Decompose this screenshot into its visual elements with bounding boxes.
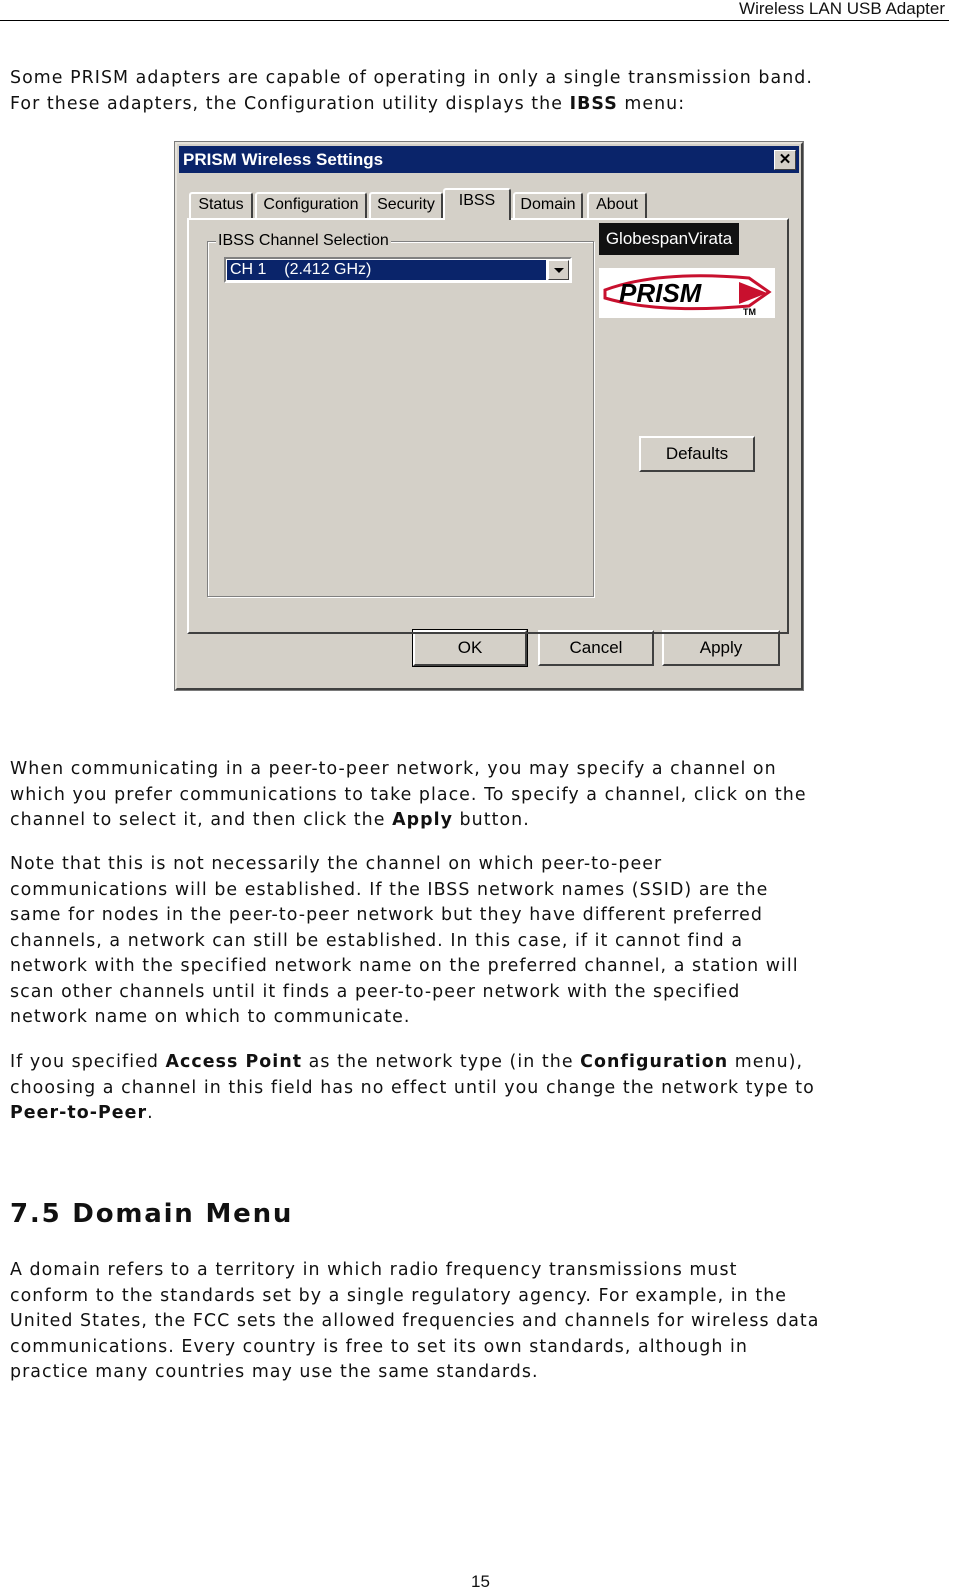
ap-line-3-end: . [147,1103,154,1123]
note-line: scan other channels until it finds a peer-to-peer network with the specified [10,981,741,1002]
prism-logo [599,268,775,318]
defaults-button[interactable]: Defaults [639,436,755,472]
domain-line: conform to the standards set by a single regulatory agency. For example, in the [10,1285,788,1306]
running-header: Wireless LAN USB Adapter [0,0,949,21]
intro-line-2 [10,92,955,118]
ok-button[interactable]: OK [413,630,527,666]
note-line: Note that this is not necessarily the channel on which peer-to-peer [10,854,663,874]
globespanvirata-logo: GlobespanVirata [599,223,739,255]
apply-button[interactable]: Apply [662,630,780,666]
domain-line: United States, the FCC sets the allowed frequencies and channels for wireless data [10,1311,820,1331]
note-line: network name on which to communicate. [10,1007,411,1027]
ap-text-mid: as the network type (in the [302,1052,581,1072]
ibss-emphasis: IBSS [569,93,618,114]
note-line: communications will be established. If the IBSS network names (SSID) are the [10,879,769,900]
access-point-paragraph [10,1050,955,1127]
note-paragraph [10,852,955,1031]
tab-ibss[interactable]: IBSS [443,188,511,220]
ap-text-end: menu), [728,1052,804,1072]
dialog-titlebar [179,146,799,173]
channel-line-3-end: button. [452,810,530,830]
intro-paragraph [10,66,955,117]
cancel-button[interactable]: Cancel [538,630,654,666]
ibss-tab-panel [187,218,789,634]
tab-security[interactable]: Security [369,192,443,218]
apply-emphasis: Apply [392,810,453,830]
domain-paragraph [10,1258,955,1386]
channel-select[interactable] [224,257,572,283]
page-number: 15 [471,1572,490,1591]
domain-line: communications. Every country is free to set its own standards, although in [10,1336,749,1357]
tab-configuration[interactable]: Configuration [255,192,367,218]
channel-paragraph [10,757,955,834]
note-line: channels, a network can still be established. In this case, if it cannot find a [10,930,744,951]
ap-text: If you specified [10,1052,166,1072]
tab-domain[interactable]: Domain [513,192,583,218]
intro-text-end: menu: [617,93,686,114]
close-button[interactable]: ✕ [774,150,796,170]
chevron-down-icon[interactable] [548,260,569,280]
ap-line-2: choosing a channel in this field has no effect until you change the network type to [10,1077,815,1098]
domain-line: practice many countries may use the same standards. [10,1362,539,1382]
ibss-channel-groupbox [207,232,594,597]
configuration-emphasis: Configuration [580,1052,729,1072]
channel-select-value: CH 1 (2.412 GHz) [227,260,546,280]
channel-line-2: which you prefer communications to take place. To specify a channel, click on the [10,784,807,805]
ap-line-3 [10,1101,955,1127]
prism-wordmark: PRISM [619,278,702,308]
trademark-mark: TM [743,307,756,317]
channel-line-3 [10,808,955,834]
intro-line-1: Some PRISM adapters are capable of operating in only a single transmission band. [10,68,813,88]
peer-to-peer-emphasis: Peer-to-Peer [10,1103,148,1123]
groupbox-label: IBSS Channel Selection [218,232,389,249]
prism-settings-dialog [175,142,803,690]
dialog-title: PRISM Wireless Settings [183,150,384,169]
note-line: same for nodes in the peer-to-peer network but they have different preferred [10,905,763,925]
tab-about[interactable]: About [587,192,647,218]
prism-logo-graphic [599,268,775,318]
intro-text: For these adapters, the Configuration utility displays the [10,93,570,114]
access-point-emphasis: Access Point [165,1052,303,1072]
ap-line-1 [10,1050,955,1076]
note-line: network with the specified network name on the preferred channel, a station will [10,956,799,976]
section-heading: 7.5 Domain Menu [10,1199,294,1229]
tab-status[interactable]: Status [189,192,253,218]
channel-line-1: When communicating in a peer-to-peer network, you may specify a channel on [10,759,777,779]
domain-line: A domain refers to a territory in which radio frequency transmissions must [10,1260,738,1280]
channel-line-3-text: channel to select it, and then click the [10,810,393,830]
